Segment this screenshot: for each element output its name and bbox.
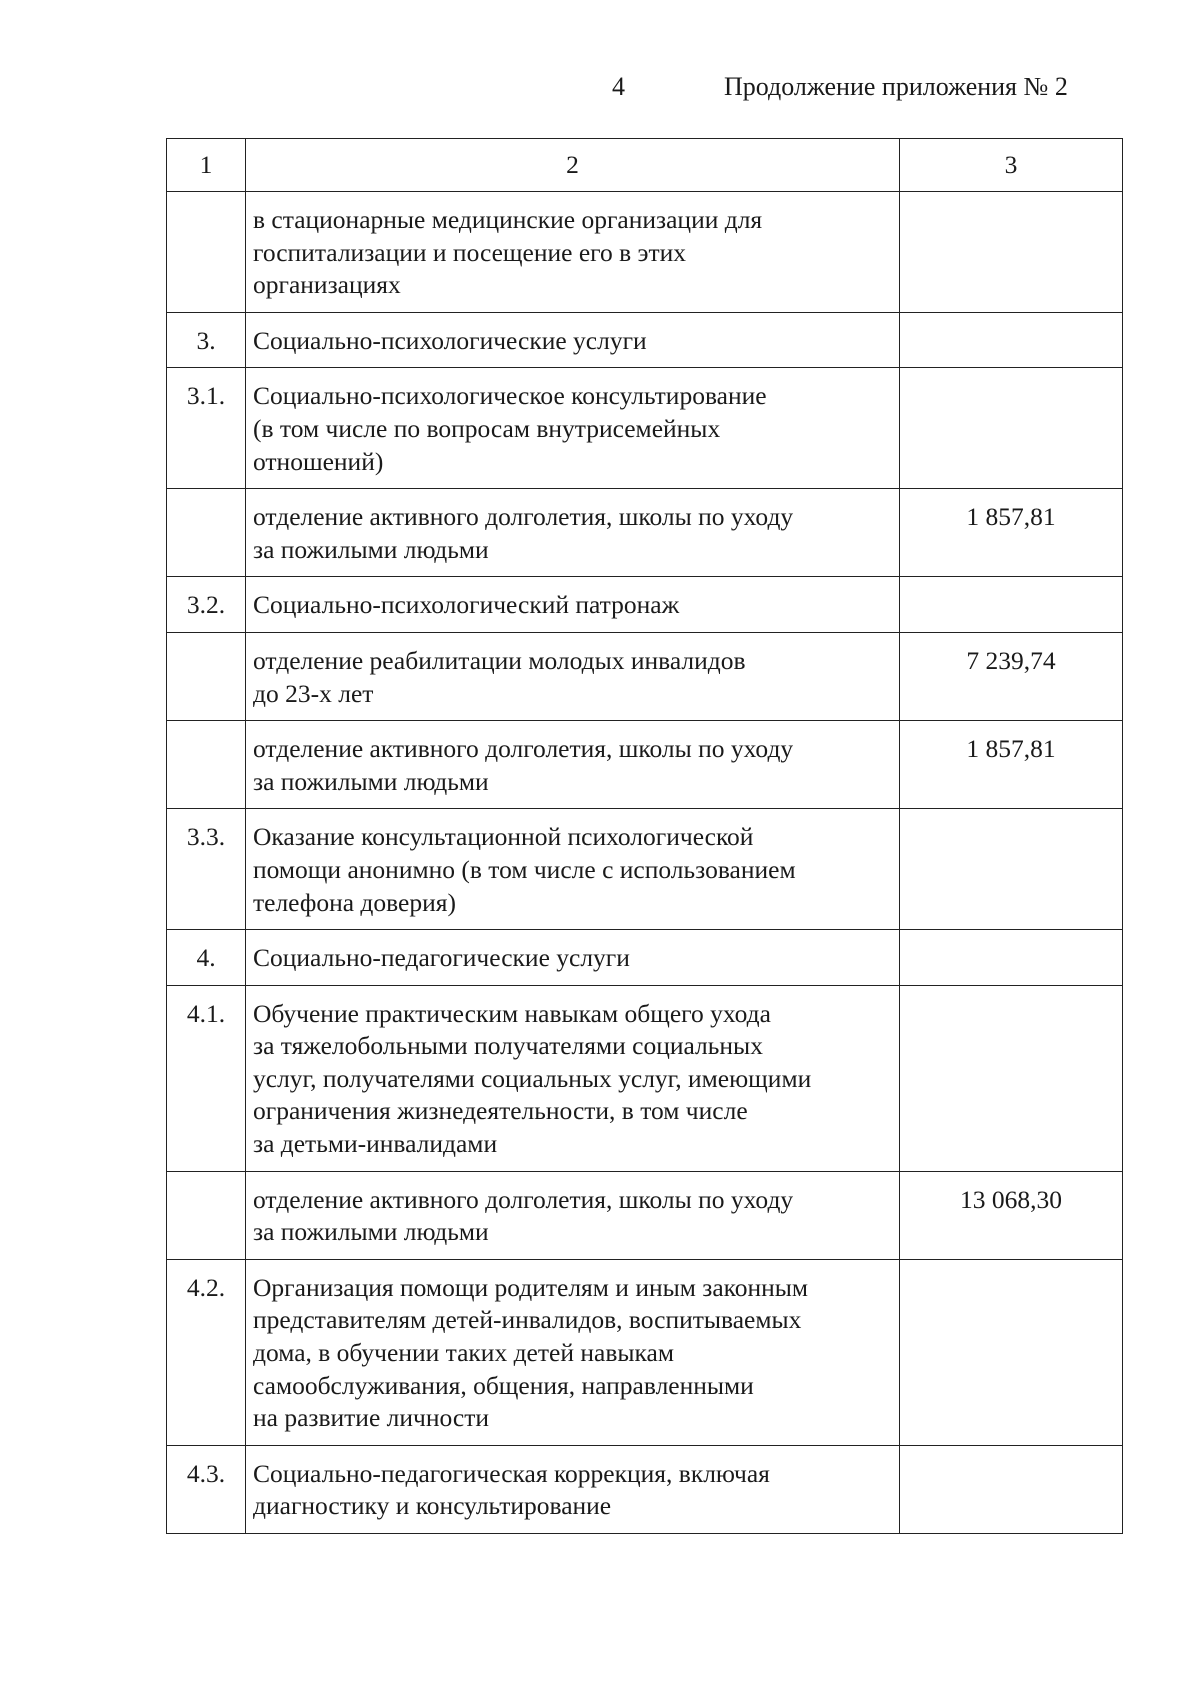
- row-number-cell: [167, 1171, 246, 1259]
- description-line: организациях: [253, 270, 401, 300]
- tariff-value-cell: 7 239,74: [900, 632, 1123, 720]
- description-line: диагностику и консультирование: [253, 1491, 612, 1521]
- tariff-value-cell: [900, 985, 1123, 1171]
- tariff-value-cell: 1 857,81: [900, 721, 1123, 809]
- description-line: за пожилыми людьми: [253, 534, 489, 564]
- description-line: в стационарные медицинские организации для: [253, 205, 763, 234]
- description-line: Оказание консультационной психологической: [253, 822, 754, 852]
- table-header-row: [167, 139, 1123, 192]
- tariff-value-cell: [900, 1445, 1123, 1533]
- description-line: за пожилыми людьми: [253, 766, 489, 796]
- table-row: [167, 1171, 1123, 1259]
- description-line: самообслуживания, общения, направленными: [253, 1370, 754, 1400]
- tariff-value-cell: [900, 312, 1123, 368]
- description-line: на развитие личности: [253, 1403, 489, 1433]
- description-line: за пожилыми людьми: [253, 1217, 489, 1247]
- table-row: [167, 1445, 1123, 1533]
- service-description-cell: [246, 930, 900, 986]
- service-description-cell: [246, 1445, 900, 1533]
- tariff-value-cell: [900, 577, 1123, 633]
- description-line: помощи анонимно (в том числе с использованием: [253, 854, 796, 884]
- service-description-cell: [246, 985, 900, 1171]
- description-line: телефона доверия): [253, 887, 456, 917]
- table-row: [167, 985, 1123, 1171]
- description-line: Социально-педагогическая коррекция, включая: [253, 1458, 770, 1488]
- description-line: за тяжелобольными получателями социальных: [253, 1031, 763, 1061]
- table-row: [167, 489, 1123, 577]
- description-line: (в том числе по вопросам внутрисемейных: [253, 413, 721, 443]
- description-line: Социально-психологические услуги: [253, 325, 647, 355]
- description-line: отделение реабилитации молодых инвалидов: [253, 645, 746, 675]
- service-description-cell: [246, 368, 900, 489]
- page-number: 4: [612, 72, 625, 101]
- tariff-value-cell: [900, 809, 1123, 930]
- table-row: [167, 1259, 1123, 1445]
- service-description-cell: [246, 632, 900, 720]
- table-row: [167, 192, 1123, 313]
- service-description-cell: [246, 721, 900, 809]
- description-line: услуг, получателями социальных услуг, имеющими: [253, 1063, 812, 1093]
- appendix-continuation-note: Продолжение приложения № 2: [724, 72, 1068, 101]
- service-description-cell: [246, 809, 900, 930]
- row-number-cell: [167, 721, 246, 809]
- services-table: [166, 138, 1123, 1534]
- row-number-cell: 3.1.: [167, 368, 246, 489]
- description-line: до 23-х лет: [253, 678, 374, 708]
- table-row: [167, 632, 1123, 720]
- service-description-cell: [246, 577, 900, 633]
- service-description-cell: [246, 1259, 900, 1445]
- tariff-value-cell: 1 857,81: [900, 489, 1123, 577]
- description-line: отделение активного долголетия, школы по уходу: [253, 502, 794, 532]
- row-number-cell: 3.2.: [167, 577, 246, 633]
- description-line: Социально-психологическое консультирование: [253, 381, 767, 411]
- table-row: [167, 368, 1123, 489]
- row-number-cell: 4.: [167, 930, 246, 986]
- row-number-cell: 3.: [167, 312, 246, 368]
- row-number-cell: [167, 192, 246, 313]
- description-line: отношений): [253, 446, 384, 476]
- service-description-cell: [246, 312, 900, 368]
- tariff-value-cell: 13 068,30: [900, 1171, 1123, 1259]
- table-row: [167, 809, 1123, 930]
- description-line: Социально-психологический патронаж: [253, 590, 680, 620]
- row-number-cell: 4.1.: [167, 985, 246, 1171]
- description-line: ограничения жизнедеятельности, в том числе: [253, 1096, 748, 1126]
- description-line: Обучение практическим навыкам общего ухода: [253, 998, 771, 1028]
- description-line: отделение активного долголетия, школы по уходу: [253, 734, 794, 764]
- service-description-cell: [246, 1171, 900, 1259]
- description-line: отделение активного долголетия, школы по уходу: [253, 1184, 794, 1214]
- service-description-cell: [246, 192, 900, 313]
- tariff-value-cell: [900, 368, 1123, 489]
- description-line: представителям детей-инвалидов, воспитываемых: [253, 1305, 802, 1335]
- row-number-cell: 4.2.: [167, 1259, 246, 1445]
- tariff-value-cell: [900, 1259, 1123, 1445]
- table-row: [167, 577, 1123, 633]
- row-number-cell: 3.3.: [167, 809, 246, 930]
- description-line: дома, в обучении таких детей навыкам: [253, 1338, 674, 1368]
- row-number-cell: [167, 632, 246, 720]
- description-line: Организация помощи родителям и иным законным: [253, 1272, 809, 1302]
- tariff-value-cell: [900, 930, 1123, 986]
- description-line: Социально-педагогические услуги: [253, 943, 630, 973]
- tariff-value-cell: [900, 192, 1123, 313]
- column-header-2: 2: [246, 139, 900, 192]
- description-line: госпитализации и посещение его в этих: [253, 237, 687, 267]
- description-line: за детьми-инвалидами: [253, 1129, 498, 1159]
- row-number-cell: 4.3.: [167, 1445, 246, 1533]
- table-row: [167, 721, 1123, 809]
- row-number-cell: [167, 489, 246, 577]
- service-description-cell: [246, 489, 900, 577]
- column-header-1: 1: [167, 139, 246, 192]
- column-header-3: 3: [900, 139, 1123, 192]
- table-row: [167, 930, 1123, 986]
- table-row: [167, 312, 1123, 368]
